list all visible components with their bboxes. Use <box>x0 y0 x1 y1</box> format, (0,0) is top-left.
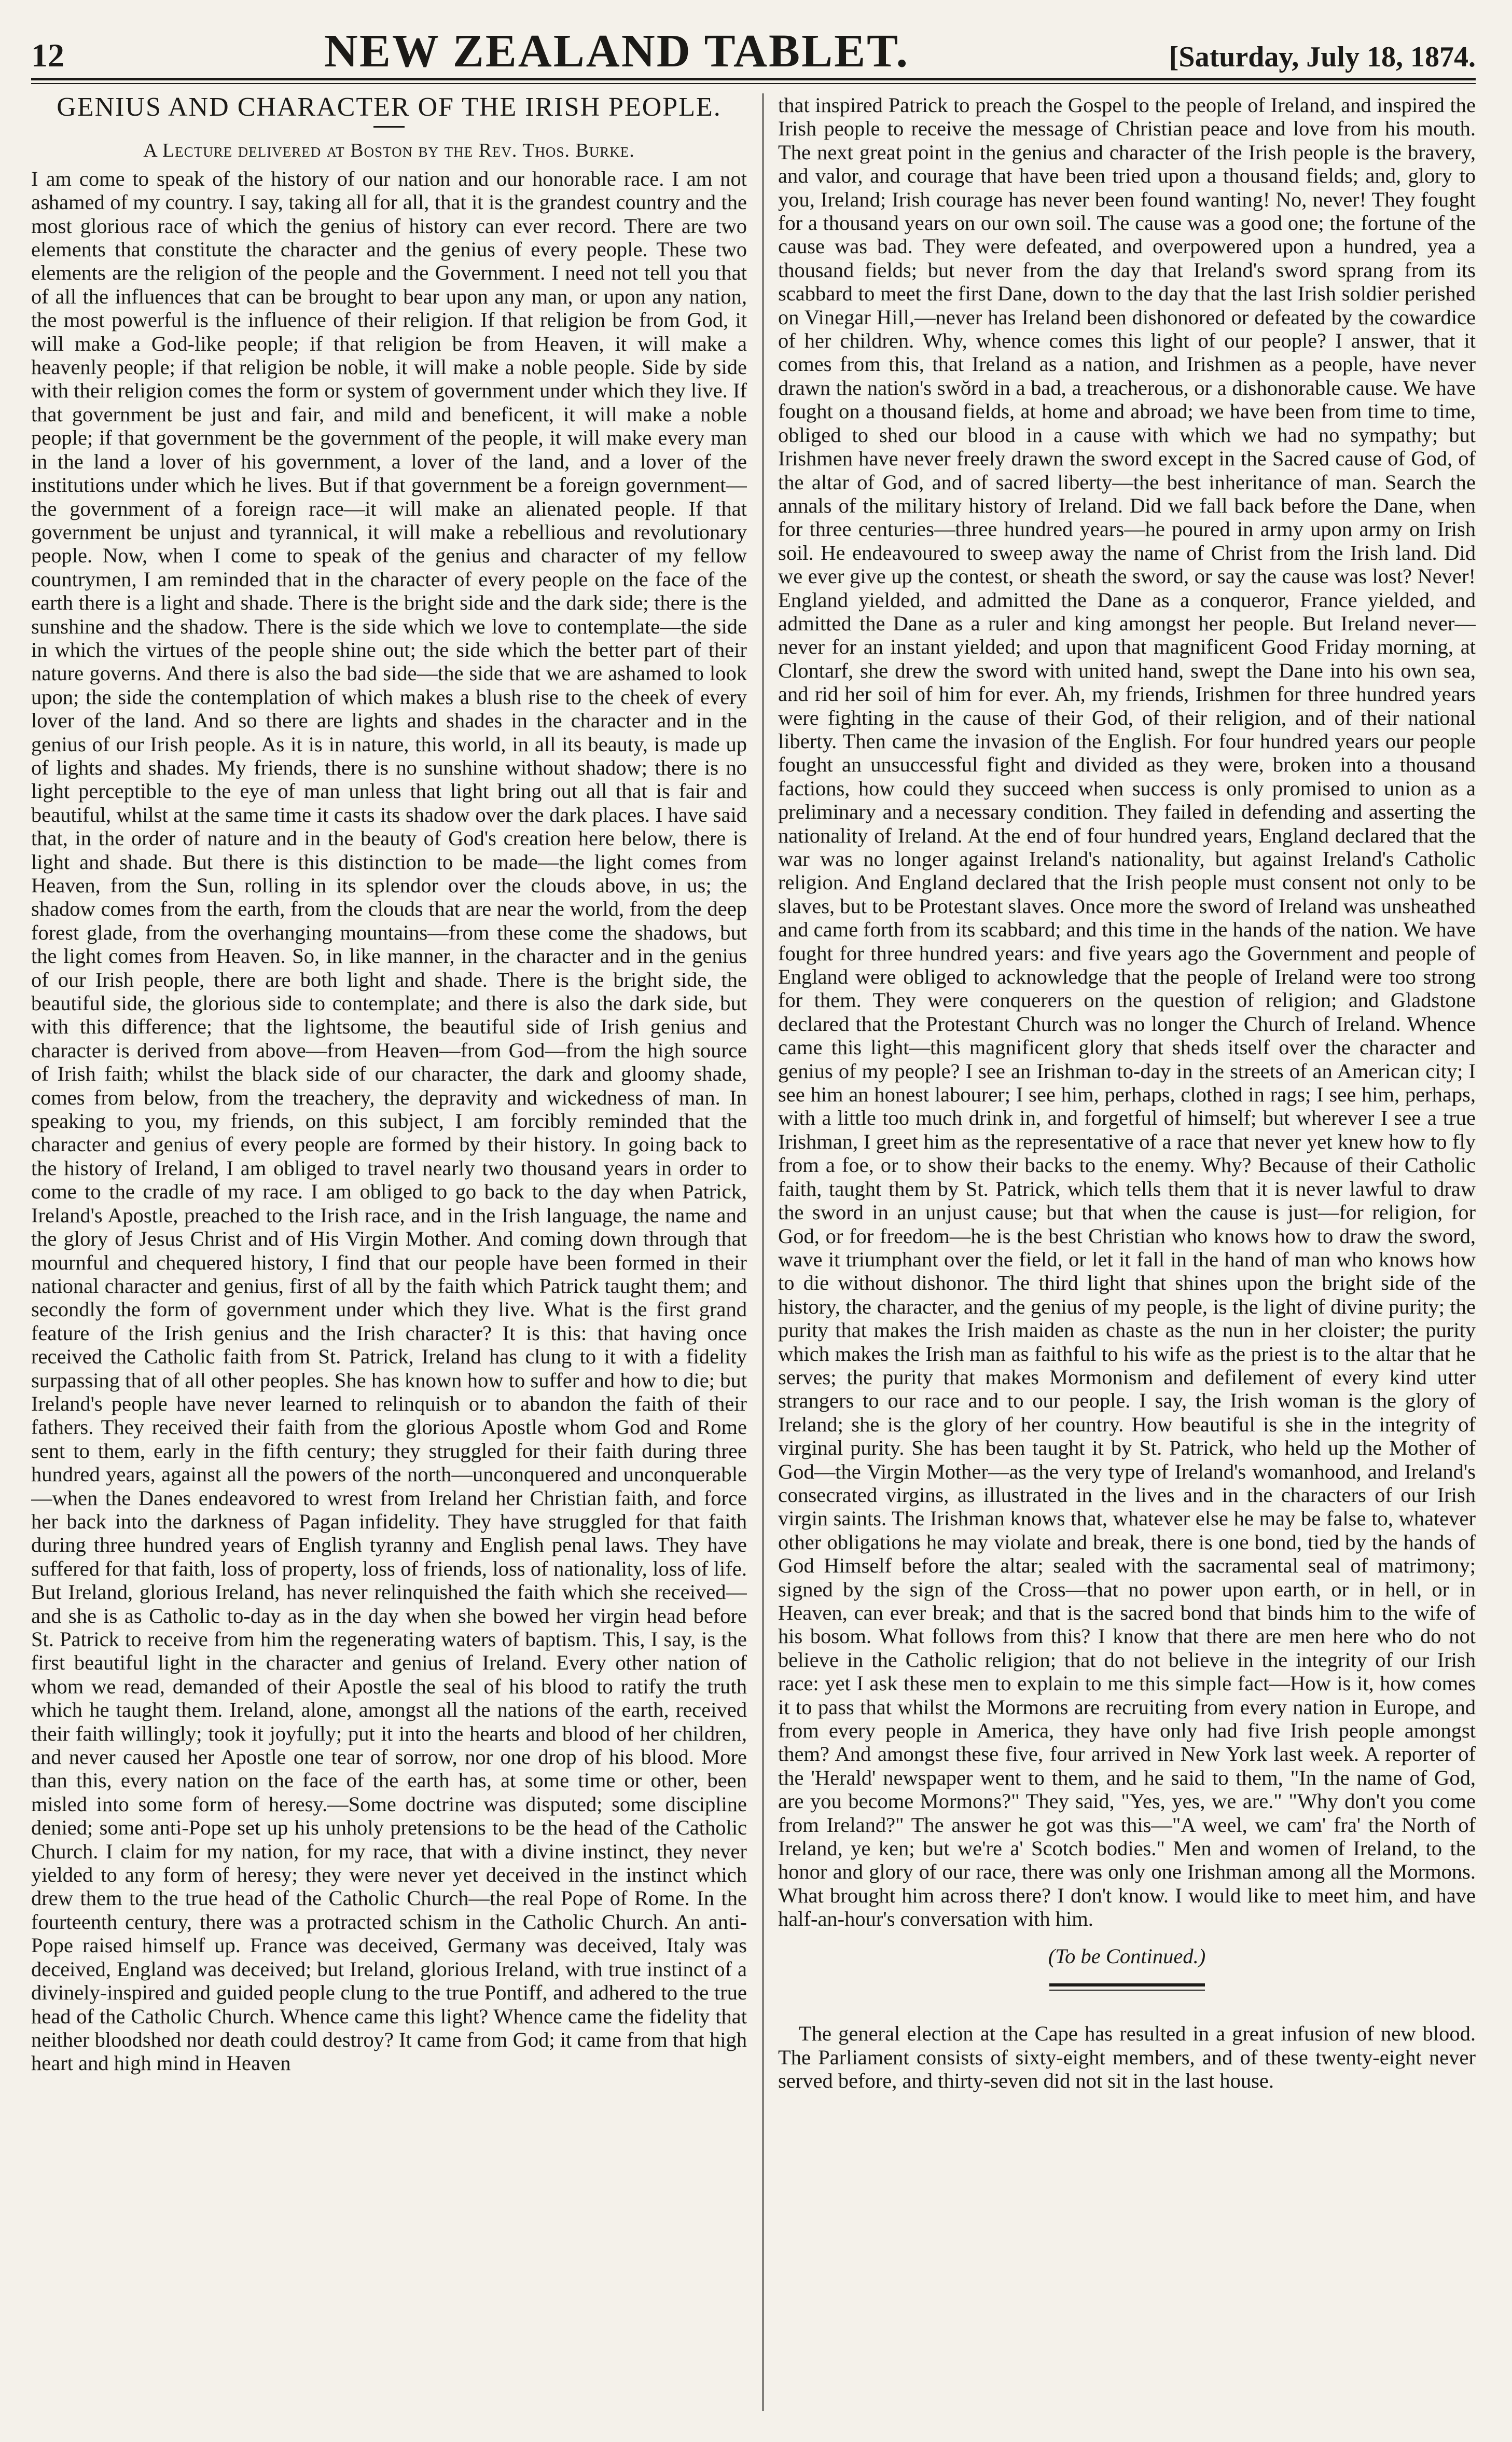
page-number: 12 <box>31 37 64 74</box>
right-column <box>778 93 1476 2411</box>
paper-title: NEW ZEALAND TABLET. <box>324 25 909 77</box>
continued-notice: (To be Continued.) <box>1048 1944 1206 1968</box>
masthead-rule <box>31 83 1476 84</box>
article-text-right: that inspired Patrick to preach the Gospel to the people of Ireland, and inspired the Irish people to receive the message of Christian peace and love from his mouth. The next great point in the genius and character of the Irish people is the bravery, and valor, and courage that have been tried upon a thousand fields; and, glory to you, Ireland; Irish courage has never been found wanting! No, never! They fought for a thousand years on our own soil. The cause was a good one; the fortune of the cause was bad. They were defeated, and overpowered upon a hundred, yea a thousand fields; but never from the day that Ireland's sword sprang from its scabbard to meet the first Dane, down to the day that the last Irish soldier perished on Vinegar Hill,—never has Ireland been dishonored or defeated by the cowardice of her children. Why, whence comes this light of our people? I answer, that it comes from this, that Ireland as a nation, and Irishmen as a people, have never drawn the nation's swŏrd in a bad, a treacherous, or a dishonorable cause. We have fought on a thousand fields, at home and abroad; we have been from time to time, obliged to shed our blood in a cause with which we had no sympathy; but Irishmen have never freely drawn the sword except in the Sacred cause of God, of the altar of God, and of sacred liberty—the best inheritance of man. Search the annals of the military history of Ireland. Did we fall back before the Dane, when for three centuries—three hundred years—he poured in army upon army on Irish soil. He endeavoured to sweep away the name of Christ from the Irish land. Did we ever give up the contest, or sheath the sword, or say the cause was lost? Never! England yielded, and admitted the Dane as a conqueror, France yielded, and admitted the Dane as a ruler and king amongst her people. But Ireland never—never for an instant yielded; and upon that magnificent Good Friday morning, at Clontarf, she drew the sword with united hand, swept the Dane into his own sea, and rid her soil of him for ever. Ah, my friends, Irishmen for three hundred years were fighting in the cause of their God, of their religion, and of their national liberty. Then came the invasion of the English. For four hundred years our people fought an unsuccessful fight and divided as they were, broken into a thousand factions, how could they succeed when success is only promised to union as a preliminary and a necessary condition. They failed in defending and asserting the nationality of Ireland. At the end of four hundred years, England declared that the war was no longer against Ireland's nationality, but against Ireland's Catholic religion. And England declared that the Irish people must consent not only to be slaves, but to be Protestant slaves. Once more the sword of Ireland was unsheathed and came forth from its scabbard; and this time in the hands of the nation. We have fought for three hundred years: and five years ago the Government and people of England were obliged to acknowledge that the people of Ireland were too strong for them. They were conquerers on the question of religion; and Gladstone declared that the Protestant Church was no longer the Church of Ireland. Whence came this light—this magnificent glory that sheds itself over the character and genius of my people? I see an Irishman to-day in the streets of an American city; I see him an honest labourer; I see him, perhaps, clothed in rags; I see him, perhaps, with a little too much drink in, and forgetful of himself; but wherever I see a true Irishman, I greet him as the representative of a race that never yet knew how to fly from a foe, or to show their backs to the enemy. Why? Because of their Catholic faith, taught them by St. Patrick, which tells them that it is never lawful to draw the sword in an unjust cause; but that when the cause is just—for religion, for God, or for freedom—he is the best Christian who knows how to draw the sword, wave it triumphant over the field, or let it fall in the hand of man who knows how to die without dishonor. The third light that shines upon the bright side of the history, the character, and the genius of my people, is the light of divine purity; the purity that makes the Irish maiden as chaste as the nun in her cloister; the purity which makes the Irish man as faithful to his wife as the priest is to the altar that he serves; the purity that makes Mormonism and defilement of every kind utter strangers to our race and to our people. I say, the Irish woman is the glory of Ireland; she is the glory of her country. How beautiful is she in the integrity of virginal purity. She has been taught it by St. Patrick, who held up the Mother of God—the Virgin Mother—as the very type of Ireland's womanhood, and Ireland's consecrated virgins, as illustrated in the lives and in the characters of our Irish virgin saints. The Irishman knows that, whatever else he may be false to, whatever other obligations he may violate and break, there is one bond, tied by the hands of God Himself before the altar; sealed with the sacramental seal of matrimony; signed by the sign of the Cross—that no power upon earth, or in hell, or in Heaven, can ever break; and that is the sacred bond that binds him to the wife of his bosom. What follows from this? I know that there are men here who do not believe in the Catholic religion; that do not believe in the integrity of our Irish race: yet I ask these men to explain to me this simple fact—How is it, how comes it to pass that whilst the Mormons are recruiting from every nation in Europe, and from every people in America, they have only had five Irish people amongst them? And amongst these five, four arrived in New York last week. A reporter of the 'Herald' newspaper went to them, and he said to them, "In the name of God, are you become Mormons?" They said, "Yes, yes, we are." "Why don't you come from Ireland?" The answer he got was this—"A weel, we cam' fra' the North of Ireland, ye ken; but we're a' Scotch bodies." Men and women of Ireland, to the honor and glory of our race, there was only one Irishman among all the Mormons. What brought him across there? I don't know. I would like to meet him, and have half-an-hour's conversation with him. <box>778 93 1476 1931</box>
article-byline: A Lecture delivered at Boston by the Rev. Thos. Burke. <box>143 140 635 162</box>
title-rule <box>373 126 405 128</box>
masthead <box>31 21 1476 80</box>
article-title: GENIUS AND CHARACTER OF THE IRISH PEOPLE. <box>57 93 722 122</box>
article-text-left: I am come to speak of the history of our nation and our honorable race. I am not ashamed of my country. I say, taking all for all, that it is the grandest country and the most glorious race of which the genius of history can ever record. There are two elements that constitute the character and the genius of every people. These two elements are the religion of the people and the Government. I need not tell you that of all the influences that can be brought to bear upon any man, or upon any nation, the most powerful is the influence of their religion. If that religion be from God, it will make a God-like people; if that religion be from Heaven, it will make a heavenly people; if that religion be noble, it will make a noble people. Side by side with their religion comes the form or system of government under which they live. If that government be just and fair, and mild and beneficent, it will make a noble people; if that government be the government of the people, it will make every man in the land a lover of his government, a lover of the land, and a lover of the institutions under which he lives. But if that government be a foreign government—the government of a foreign race—it will make an alienated people. If that government be unjust and tyrannical, it will make a rebellious and revolutionary people. Now, when I come to speak of the genius and character of my fellow countrymen, I am reminded that in the character of every people on the face of the earth there is a light and shade. There is the bright side and the dark side; there is the sunshine and the shadow. There is the side which we love to contemplate—the side in which the virtues of the people shine out; the side which the better part of their nature governs. And there is also the bad side—the side that we are ashamed to look upon; the side the contemplation of which makes a blush rise to the cheek of every lover of the land. And so there are lights and shades in the character and in the genius of our Irish people. As it is in nature, this world, in all its beauty, is made up of lights and shades. My friends, there is no sunshine without shadow; there is no light perceptible to the eye of man unless that light bring out all that is fair and beautiful, whilst at the same time it casts its shadow over the dark places. I have said that, in the order of nature and in the beauty of God's creation here below, there is light and shade. But there is this distinction to be made—the light comes from Heaven, from the Sun, rolling in its splendor over the clouds above, in us; the shadow comes from the earth, from the clouds that are near the world, from the deep forest glade, from the overhanging mountains—from these come the shadows, but the light comes from Heaven. So, in like manner, in the character and in the genius of our Irish people, there are both light and shade. There is the bright side, the beautiful side, the glorious side to contemplate; and there is also the dark side, but with this difference; that the lightsome, the beautiful side of Irish genius and character is derived from above—from Heaven—from God—from the high source of Irish faith; whilst the black side of our character, the dark and gloomy shade, comes from below, from the treachery, the depravity and wickedness of man. In speaking to you, my friends, on this subject, I am forcibly reminded that the character and genius of every people are formed by their history. In going back to the history of Ireland, I am obliged to travel nearly two thousand years in order to come to the cradle of my race. I am obliged to go back to the day when Patrick, Ireland's Apostle, preached to the Irish race, and in the Irish language, the name and the glory of Jesus Christ and of His Virgin Mother. And coming down through that mournful and chequered history, I find that our people have been formed in their national character and genius, first of all by the faith which Patrick taught them; and secondly the form of government under which they live. What is the first grand feature of the Irish genius and the Irish character? It is this: that having once received the Catholic faith from St. Patrick, Ireland has clung to it with a fidelity surpassing that of all other peoples. She has known how to suffer and how to die; but Ireland's people have never learned to relinquish or to abandon the faith of their fathers. They received their faith from the glorious Apostle whom God and Rome sent to them, early in the fifth century; they struggled for their faith during three hundred years, against all the powers of the north—unconquered and unconquerable—when the Danes endeavored to wrest from Ireland her Christian faith, and force her back into the darkness of Pagan infidelity. They have struggled for that faith during three hundred years of English tyranny and English penal laws. They have suffered for that faith, loss of property, loss of friends, loss of nationality, loss of life. But Ireland, glorious Ireland, has never relinquished the faith which she received—and she is as Catholic to-day as in the day when she bowed her virgin head before St. Patrick to receive from him the regenerating waters of baptism. This, I say, is the first beautiful light in the character and genius of Ireland. Every other nation of whom we read, demanded of their Apostle the seal of his blood to ratify the truth which he taught them. Ireland, alone, amongst all the nations of the earth, received their faith willingly; took it joyfully; put it into the hearts and blood of her children, and never caused her Apostle one tear of sorrow, nor one drop of his blood. More than this, every nation on the face of the earth has, at some time or other, been misled into some form of heresy.—Some doctrine was disputed; some discipline denied; some anti-Pope set up his unholy pretensions to be the head of the Catholic Church. I claim for my nation, for my race, that with a divine instinct, they never yielded to any form of heresy; they were never yet deceived in the instinct which drew them to the true head of the Catholic Church—the real Pope of Rome. In the fourteenth century, there was a protracted schism in the Catholic Church. An anti-Pope raised himself up. France was deceived, Germany was deceived, Italy was deceived, England was deceived; but Ireland, glorious Ireland, with true instinct of a divinely-inspired and guided people clung to the true Pontiff, and adhered to the true head of the Catholic Church. Whence came this light? Whence came the fidelity that neither bloodshed nor death could destroy? It came from God; it came from that high heart and high mind in Heaven <box>31 167 747 2075</box>
news-item: The general election at the Cape has resulted in a great infusion of new blood. The Parliament consists of sixty-eight members, and of these twenty-eight never served before, and thirty-seven did not sit in the last house. <box>778 2022 1476 2092</box>
column-divider <box>762 93 764 2411</box>
article-body-right <box>778 93 1476 1931</box>
left-column <box>31 93 747 2411</box>
article-body-left <box>31 167 747 2075</box>
issue-date: [Saturday, July 18, 1874. <box>1169 41 1476 73</box>
section-separator <box>1049 1983 1205 1991</box>
